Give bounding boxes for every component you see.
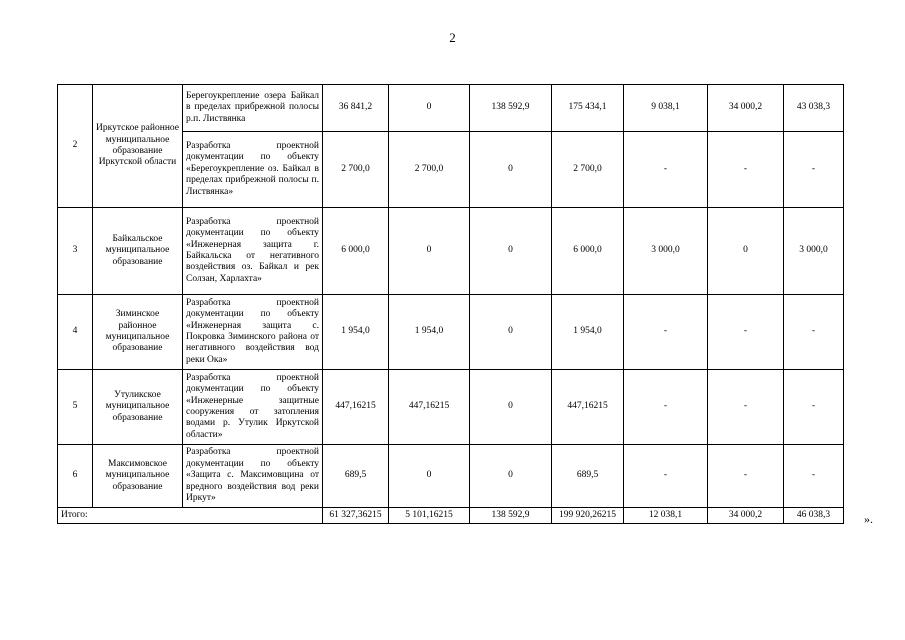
value-cell: - [784, 132, 844, 208]
value-cell: - [708, 445, 784, 508]
table-row [58, 295, 844, 370]
value-cell: - [708, 295, 784, 370]
value-cell: - [784, 370, 844, 445]
value-cell: 447,16215 [389, 370, 470, 445]
row-number: 6 [58, 445, 93, 508]
municipality-name: Иркутское районное муниципальное образование Иркутской области [93, 85, 183, 208]
value-cell: 0 [389, 85, 470, 132]
project-description: Разработка проектной документации по объекту «Инженерные защитные сооружения от затопления водами р. Утулик Иркутской области» [183, 370, 323, 445]
table-row [58, 85, 844, 132]
value-cell: 2 700,0 [323, 132, 389, 208]
value-cell: 9 038,1 [624, 85, 708, 132]
value-cell: - [624, 295, 708, 370]
municipality-name: Зиминское районное муниципальное образование [93, 295, 183, 370]
project-description: Разработка проектной документации по объекту «Защита с. Максимовщина от вредного воздействия вод реки Иркут» [183, 445, 323, 508]
total-label: Итого: [58, 508, 323, 524]
project-description: Разработка проектной документации по объекту «Инженерная защита г. Байкальска от негативного воздействия оз. Байкал и рек Солзан, Харлахта» [183, 208, 323, 295]
total-value: 12 038,1 [624, 508, 708, 524]
value-cell: 3 000,0 [624, 208, 708, 295]
total-row [58, 508, 844, 524]
value-cell: 0 [470, 445, 552, 508]
total-value: 46 038,3 [784, 508, 844, 524]
total-value: 138 592,9 [470, 508, 552, 524]
value-cell: 138 592,9 [470, 85, 552, 132]
total-value: 61 327,36215 [323, 508, 389, 524]
value-cell: 36 841,2 [323, 85, 389, 132]
value-cell: - [708, 370, 784, 445]
value-cell: 0 [389, 208, 470, 295]
municipality-name: Байкальское муниципальное образование [93, 208, 183, 295]
value-cell: - [708, 132, 784, 208]
total-value: 34 000,2 [708, 508, 784, 524]
project-description: Берегоукрепление озера Байкал в пределах прибрежной полосы р.п. Листвянка [183, 85, 323, 132]
value-cell: 2 700,0 [389, 132, 470, 208]
value-cell: 0 [708, 208, 784, 295]
value-cell: 0 [470, 208, 552, 295]
value-cell: 43 038,3 [784, 85, 844, 132]
value-cell: - [784, 445, 844, 508]
funding-table [57, 84, 844, 524]
row-number: 4 [58, 295, 93, 370]
project-description: Разработка проектной документации по объекту «Инженерная защита с. Покровка Зиминского района от негативного воздействия вод реки Ока» [183, 295, 323, 370]
row-number: 2 [58, 85, 93, 208]
value-cell: 0 [470, 370, 552, 445]
total-value: 5 101,16215 [389, 508, 470, 524]
value-cell: 0 [470, 295, 552, 370]
project-description: Разработка проектной документации по объекту «Берегоукрепление оз. Байкал в пределах прибрежной полосы п. Листвянка» [183, 132, 323, 208]
table-row [58, 445, 844, 508]
value-cell: 689,5 [323, 445, 389, 508]
value-cell: 34 000,2 [708, 85, 784, 132]
table-row [58, 370, 844, 445]
municipality-name: Утуликское муниципальное образование [93, 370, 183, 445]
value-cell: 689,5 [552, 445, 624, 508]
page-number: 2 [449, 30, 456, 45]
value-cell: - [784, 295, 844, 370]
table-row [58, 208, 844, 295]
value-cell: 1 954,0 [323, 295, 389, 370]
value-cell: 447,16215 [323, 370, 389, 445]
value-cell: 0 [389, 445, 470, 508]
total-value: 199 920,26215 [552, 508, 624, 524]
closing-quote-mark: ». [864, 512, 873, 526]
value-cell: 6 000,0 [323, 208, 389, 295]
value-cell: - [624, 370, 708, 445]
row-number: 5 [58, 370, 93, 445]
value-cell: - [624, 445, 708, 508]
value-cell: 0 [470, 132, 552, 208]
value-cell: 1 954,0 [552, 295, 624, 370]
municipality-name: Максимовское муниципальное образование [93, 445, 183, 508]
value-cell: 1 954,0 [389, 295, 470, 370]
value-cell: 175 434,1 [552, 85, 624, 132]
value-cell: 2 700,0 [552, 132, 624, 208]
value-cell: 6 000,0 [552, 208, 624, 295]
row-number: 3 [58, 208, 93, 295]
value-cell: 3 000,0 [784, 208, 844, 295]
value-cell: - [624, 132, 708, 208]
value-cell: 447,16215 [552, 370, 624, 445]
